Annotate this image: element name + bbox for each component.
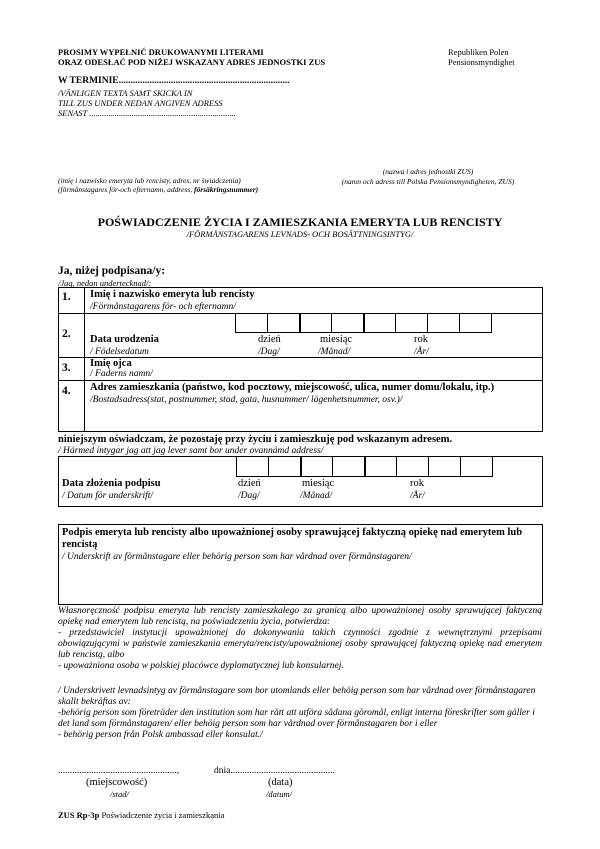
notes-block-sv xyxy=(58,686,542,741)
notes-pl-item1: - przedstawiciel instytucji upoważnionej do dokonywania takich czynności zgodnie z wewnętrznymi przepisami obowiązującymi w państwie zamieszkania emeryta/rencisty/upoważnionej osoby sprawującej faktyczną opiekę nad emerytem lub rencistą, albo xyxy=(58,628,542,660)
header-instruction-line1: PROSIMY WYPEŁNIĆ DRUKOWANYMI LITERAMI xyxy=(58,47,264,57)
birth-year-digit-1[interactable] xyxy=(363,313,396,333)
header-authority: Pensionsmyndighet xyxy=(448,57,515,67)
declaration-sv: / Härmed intygar jag att jag lever samt bor under ovannämd address/ xyxy=(58,446,324,456)
father-name-field[interactable] xyxy=(200,359,540,378)
form-subtitle: /FÖRMÅNSTAGARENS LEVNADS- OCH BOSÄTTNINGSINTYG/ xyxy=(186,229,414,239)
form-title: POŚWIADCZENIE ŻYCIA I ZAMIESZKANIA EMERYTA LUB RENCISTY xyxy=(97,215,503,229)
sign-day-digit-1[interactable] xyxy=(236,456,269,477)
undersigned-sv: /Jag, nedan undertecknad/: xyxy=(58,278,152,288)
sign-year-sv: /År/ xyxy=(410,491,425,501)
notes-sv-item2: - behörig person från Polsk ambassad eller konsulat./ xyxy=(58,730,263,740)
date-dots[interactable]: dnia............................................ xyxy=(214,766,335,776)
row-number: 4. xyxy=(62,385,71,397)
sign-month-label: miesiąc xyxy=(302,478,335,489)
signature-label: Podpis emeryta lub rencisty albo upoważnionej osoby sprawującej faktyczną opiekę nad emerytem lub rencistą xyxy=(62,527,523,550)
zus-caption-pl: (nazwa i adres jednostki ZUS) xyxy=(382,167,474,176)
pensioner-caption-sv: (förmånstagares för-och efternamn, address, försäkringsnummer) xyxy=(58,185,259,194)
row-number: 2. xyxy=(62,328,71,340)
birth-year-digit-2[interactable] xyxy=(395,313,428,333)
sign-day-sv: /Dag/ xyxy=(238,491,260,501)
birth-month-sv: /Månad/ xyxy=(318,347,351,357)
notes-sv-intro: / Underskrivett levnadsintyg av förmånstagare som bor utomlands eller behöig person som har vårdnad over förmånstagaren skallt bekräftas av: xyxy=(58,686,536,707)
form-identifier xyxy=(58,810,224,820)
father-name-sv: / Faderns namn/ xyxy=(90,369,153,379)
sign-date-sv: / Datum för underskrift/ xyxy=(62,491,154,501)
sign-month-sv: /Månad/ xyxy=(300,491,333,501)
signature-sv: / Underskrift av förmånstagare eller behörig person som har vårdnad over förmånstagaren/ xyxy=(62,552,412,562)
form-name: Poświadczenie życia i zamieszkania xyxy=(101,810,225,820)
birth-day-sv: /Dag/ xyxy=(258,347,280,357)
notes-pl-intro: Własnoręczność podpisu emeryta lub rencisty zamieszkałego za granicą albo upoważnionej osoby sprawującej faktyczną opiekę nad emerytem lub rencistą, na poświadczeniu życia, potwierdza: xyxy=(58,606,542,627)
birth-month-label: miesiąc xyxy=(320,334,353,345)
row-number: 1. xyxy=(62,291,71,303)
deadline-sv-line3: SENAST ..................................................................... xyxy=(58,108,236,118)
undersigned-label: Ja, niżej podpisana/y: xyxy=(58,265,166,277)
notes-sv-item1: -behörig person som företräder den institution som har rätt att utföra sådana göromål, enligt interna föreskrifter som gäller i det land som förmånstagaren/ eller behöig person som har vårdnad over förmånstagaren bor i eller xyxy=(58,708,535,729)
sign-year-digit-1[interactable] xyxy=(364,456,397,477)
pensioner-name-field[interactable] xyxy=(300,290,540,310)
address-label: Adres zamieszkania (państwo, kod pocztowy, miejscowość, ulica, numer domu/lokalu, itp.) xyxy=(90,382,495,393)
zus-caption-sv: (namn och adress till Polska Pensionsmyndigheten, ZUS) xyxy=(341,177,515,186)
sign-year-digit-3[interactable] xyxy=(428,456,461,477)
birth-date-label: Data urodzenia xyxy=(90,334,159,345)
sign-day-label: dzień xyxy=(238,478,261,489)
row-number: 3. xyxy=(62,362,71,374)
place-caption: (miejscowość) xyxy=(86,777,148,788)
birth-year-label: rok xyxy=(414,334,428,345)
birth-day-digit-2[interactable] xyxy=(267,313,300,333)
place-dots[interactable]: .................................................., xyxy=(58,766,180,776)
sign-year-digit-4[interactable] xyxy=(460,456,493,477)
sign-day-digit-2[interactable] xyxy=(268,456,301,477)
table-number-divider xyxy=(84,287,85,432)
notes-pl-item2: - upoważniona osoba w polskiej placówce dyplomatycznej lub konsularnej. xyxy=(58,661,344,671)
birth-day-label: dzień xyxy=(258,334,281,345)
date-caption-sv: /datum/ xyxy=(266,789,292,799)
deadline-sv-line1: /VÄNLIGEN TEXTA SAMT SKICKA IN xyxy=(58,88,193,98)
pensioner-name-sv: /Förmånstagarens för- och efternamn/ xyxy=(90,302,236,312)
header-country: Republiken Polen xyxy=(448,47,509,57)
sign-date-label: Data złożenia podpisu xyxy=(62,478,161,489)
declaration-text: niniejszym oświadczam, że pozostaję przy życiu i zamieszkuję pod wskazanym adresem. xyxy=(58,434,453,445)
sign-month-digit-1[interactable] xyxy=(300,456,333,477)
pensioner-name-label: Imię i nazwisko emeryta lub rencisty xyxy=(90,289,255,300)
sign-year-digit-2[interactable] xyxy=(396,456,429,477)
header-instruction-line2: ORAZ ODESŁAĆ POD NIŻEJ WSKAZANY ADRES JEDNOSTKI ZUS xyxy=(58,57,326,67)
deadline-sv-line2: TILL ZUS UNDER NEDAN ANGIVEN ADRESS xyxy=(58,98,223,108)
birth-month-digit-1[interactable] xyxy=(299,313,332,333)
birth-day-digit-1[interactable] xyxy=(235,313,268,333)
birth-year-sv: /År/ xyxy=(414,347,429,357)
place-caption-sv: /stad/ xyxy=(110,789,129,799)
form-code: ZUS Rp-3p xyxy=(58,810,100,820)
address-field[interactable] xyxy=(90,408,540,430)
address-sv: /Bostadsadress(stat, postnummer, stad, gata, husnummer/ lägenhetsnummer, osv.)/ xyxy=(90,395,403,405)
birth-month-digit-2[interactable] xyxy=(331,313,364,333)
pensioner-caption-pl: (imię i nazwisko emeryta lub rencisty, adres, nr świadczenia) xyxy=(58,176,241,185)
deadline-label: W TERMINIE........................................................................ xyxy=(58,76,290,86)
table-row-divider xyxy=(58,380,543,381)
birth-year-digit-4[interactable] xyxy=(459,313,492,333)
sign-year-label: rok xyxy=(410,478,424,489)
date-caption: (data) xyxy=(268,777,293,788)
notes-block-pl xyxy=(58,606,542,672)
father-name-label: Imię ojca xyxy=(90,358,132,369)
birth-year-digit-3[interactable] xyxy=(427,313,460,333)
sign-month-digit-2[interactable] xyxy=(332,456,365,477)
birth-date-sv: / Födelsedatum xyxy=(90,347,149,357)
